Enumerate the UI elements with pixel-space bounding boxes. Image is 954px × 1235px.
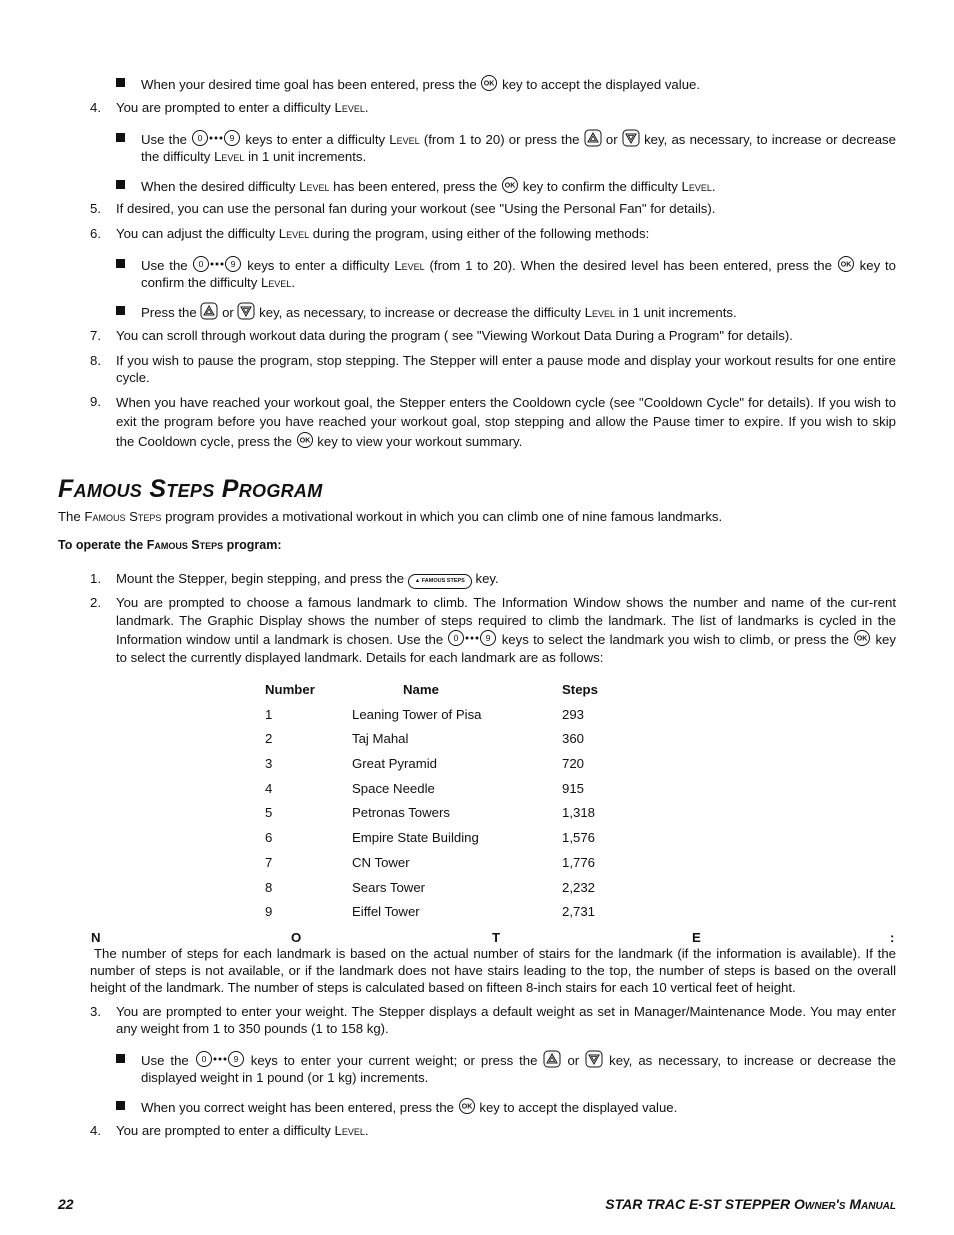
famous-step-4-text (116, 1122, 896, 1139)
text: When the desired difficulty (141, 179, 296, 194)
level-term: Level (681, 179, 712, 194)
landmark-steps: 915 (562, 780, 585, 796)
step-number: 6. (90, 226, 101, 241)
text: When your desired time goal has been entered, press the (141, 77, 477, 92)
step-5-text: If desired, you can use the personal fan during your workout (see "Using the Personal Fan" for details). (116, 201, 716, 216)
text: . (291, 275, 295, 290)
text: key to confirm the difficulty (141, 258, 896, 290)
landmark-steps: 1,776 (562, 854, 596, 870)
numeric-keys-icon (447, 629, 497, 647)
down-arrow-key-icon (622, 129, 640, 147)
famous-step-2-text (116, 594, 896, 666)
text: Press the (141, 305, 197, 320)
text: (from 1 to 20). When the desired level has been entered, press the (429, 258, 832, 273)
famous-steps-key (408, 574, 472, 589)
landmark-number: 9 (265, 904, 273, 920)
up-arrow-key-icon (543, 1050, 561, 1068)
level-term: Level (394, 258, 425, 273)
text: during the program, using either of the following methods: (312, 226, 650, 241)
text: keys to enter a difficulty (245, 132, 386, 147)
key-label: FAMOUS STEPS (421, 578, 465, 584)
landmark-number: 6 (265, 830, 273, 846)
bullet-confirm-level (141, 176, 896, 195)
landmark-steps: 2,731 (562, 904, 596, 920)
column-header: Steps (562, 682, 598, 697)
text: program: (226, 538, 282, 552)
table-header-row (265, 681, 665, 706)
step-number: 7. (90, 328, 101, 343)
ok-key-icon (296, 431, 314, 449)
landmark-name: Petronas Towers (352, 805, 450, 821)
text: . (364, 100, 369, 115)
text: program provides a motivational workout in which you can climb one of nine famous landmarks. (165, 509, 723, 524)
landmark-steps: 2,232 (562, 879, 596, 895)
note-text: The number of steps for each landmark is based on the actual number of stairs for the landmark (if the information is available). If the number of steps is not available, or if the landmark does not have stairs leading to the top, the number of steps is based on the overall height of the landmark. The number of steps is calculated based on fifteen 8-inch stairs for each 10 vertical feet of height. (90, 946, 896, 995)
numeric-keys-icon (195, 1050, 245, 1068)
note-letter: N (91, 930, 101, 945)
column-header: Name (403, 682, 439, 697)
landmark-name: Eiffel Tower (352, 904, 420, 920)
text: You are prompted to choose a famous landmark to climb. The Information Window shows the number and name of the cur-rent landmark. The Graphic Display shows the number of steps required to climb the landmark. The list of landmarks is cycled in the Information window until a landmark is chosen. Use the (116, 595, 896, 647)
text: key to accept the displayed value. (479, 1100, 678, 1115)
program-name: Famous Steps (146, 538, 224, 552)
note-letter: E (692, 930, 701, 945)
text: Use the (141, 1053, 189, 1068)
landmark-steps: 360 (562, 731, 585, 747)
landmark-number: 5 (265, 805, 273, 821)
landmark-name: Space Needle (352, 780, 435, 796)
level-term: Level (334, 100, 365, 115)
text: . (711, 179, 716, 194)
ok-key-icon (853, 629, 871, 647)
table-row (265, 706, 665, 731)
step-9-text (116, 393, 896, 451)
step-8-text: If you wish to pause the program, stop stepping. The Stepper will enter a pause mode and display your workout results for one entire cycle. (116, 353, 896, 385)
text: Use the (141, 132, 187, 147)
landmark-number: 1 (265, 706, 273, 722)
table-row (265, 879, 665, 904)
text: or (222, 305, 234, 320)
step-number: 2. (90, 595, 101, 610)
text: You are prompted to enter a difficulty (116, 100, 331, 115)
bullet-marker (116, 78, 125, 87)
up-arrow-key-icon (200, 302, 218, 320)
text: key to confirm the difficulty (522, 179, 678, 194)
level-term: Level (299, 179, 330, 194)
text: keys to select the landmark you wish to climb, or press the (501, 632, 849, 647)
landmark-number: 2 (265, 731, 273, 747)
text: in 1 unit increments. (618, 305, 737, 320)
bullet-marker (116, 180, 125, 189)
page-number: 22 (58, 1196, 74, 1212)
step-number: 4. (90, 100, 101, 115)
text: has been entered, press the (333, 179, 498, 194)
numeric-keys-icon (191, 129, 241, 147)
text: The (58, 509, 81, 524)
text: key, as necessary, to increase or decrease the difficulty (259, 305, 581, 320)
level-term: Level (278, 226, 310, 241)
bullet-marker (116, 1101, 125, 1110)
text: Mount the Stepper, begin stepping, and press the (116, 571, 405, 586)
up-arrow-key-icon (584, 129, 602, 147)
down-arrow-key-icon (585, 1050, 603, 1068)
level-term: Level (214, 149, 245, 164)
text: You are prompted to enter a difficulty (116, 1123, 331, 1138)
landmark-name: Great Pyramid (352, 756, 438, 772)
step-4-text (116, 99, 896, 116)
bullet-adjust-level (141, 255, 896, 291)
text: To operate the (58, 538, 144, 552)
landmark-number: 7 (265, 854, 273, 870)
figure-icon: ▲ (414, 578, 421, 584)
step-number: 1. (90, 571, 101, 586)
table-row (265, 804, 665, 829)
text: When you have reached your workout goal, the Stepper enters the Cooldown cycle (see "Cooldown Cycle" for details). If you wish to exit the program before you have reached your workout goal, stop stepping and allow the Pause timer to expire. If you wish to skip the Cooldown cycle, press the (116, 395, 896, 449)
ok-key-icon (837, 255, 855, 273)
famous-step-3-text: You are prompted to enter your weight. The Stepper displays a default weight as set in Manager/Maintenance Mode. You may enter any weight from 1 to 350 pounds (1 to 158 kg). (116, 1004, 896, 1036)
bullet-marker (116, 306, 125, 315)
famous-step-1-text (116, 570, 896, 589)
note-letter: T (492, 930, 501, 945)
table-row (265, 730, 665, 755)
table-row (265, 755, 665, 780)
text: key, as necessary, to increase or decrease the displayed weight in 1 pound (or 1 kg) increments. (141, 1053, 897, 1085)
text: or (567, 1053, 580, 1068)
numeric-keys-icon (192, 255, 242, 273)
landmark-name: Empire State Building (352, 830, 479, 846)
bullet-marker (116, 259, 125, 268)
ok-key-icon (480, 74, 498, 92)
text: key to select the currently displayed landmark. Details for each landmark are as follows: (116, 632, 896, 665)
landmark-steps: 293 (562, 706, 585, 722)
level-term: Level (584, 305, 615, 320)
text: key to accept the displayed value. (502, 77, 701, 92)
landmark-name: CN Tower (352, 854, 410, 870)
section-title: Famous Steps Program (58, 475, 323, 503)
text: or (605, 132, 618, 147)
text: keys to enter a difficulty (247, 258, 390, 273)
manual-title: STAR TRAC E-ST STEPPER Owner's Manual (605, 1196, 896, 1212)
intro-paragraph (58, 508, 898, 525)
step-number: 4. (90, 1123, 101, 1138)
landmark-number: 8 (265, 879, 273, 895)
landmark-name: Sears Tower (352, 879, 426, 895)
down-arrow-key-icon (237, 302, 255, 320)
landmark-steps: 1,318 (562, 805, 596, 821)
table-row (265, 780, 665, 805)
bullet-accept-weight (141, 1097, 896, 1116)
step-7-text: You can scroll through workout data during the program ( see "Viewing Workout Data During a Program" for details). (116, 328, 793, 343)
program-name: Famous Steps (84, 509, 162, 524)
bullet-enter-weight (141, 1050, 896, 1086)
note-letter: : (890, 930, 895, 945)
level-term: Level (389, 132, 420, 147)
text: . (364, 1123, 369, 1138)
table-row (265, 854, 665, 879)
bullet-time-goal (141, 74, 896, 93)
text: key, as necessary, to increase or decrease the difficulty (141, 132, 896, 164)
text: Use the (141, 258, 188, 273)
bullet-arrow-level (141, 302, 896, 321)
landmark-table (265, 681, 665, 928)
bullet-enter-level (141, 129, 896, 165)
step-6-text (116, 225, 896, 242)
note-letter: O (291, 930, 302, 945)
step-number: 3. (90, 1004, 101, 1019)
landmark-steps: 720 (562, 756, 585, 772)
landmark-number: 4 (265, 780, 273, 796)
level-term: Level (334, 1123, 365, 1138)
ok-key-icon (501, 176, 519, 194)
text: keys to enter your current weight; or press the (250, 1053, 538, 1068)
step-number: 8. (90, 353, 101, 368)
landmark-steps: 1,576 (562, 830, 596, 846)
text: key to view your workout summary. (317, 434, 523, 449)
level-term: Level (260, 275, 292, 290)
landmark-name: Leaning Tower of Pisa (352, 706, 482, 722)
text: key. (475, 571, 499, 586)
operate-heading (58, 537, 282, 554)
table-row (265, 903, 665, 928)
column-header: Number (265, 682, 315, 697)
bullet-marker (116, 1054, 125, 1063)
text: When you correct weight has been entered, press the (141, 1100, 455, 1115)
step-number: 5. (90, 201, 101, 216)
bullet-marker (116, 133, 125, 142)
text: (from 1 to 20) or press the (423, 132, 580, 147)
ok-key-icon (458, 1097, 476, 1115)
text: You can adjust the difficulty (116, 226, 276, 241)
table-row (265, 829, 665, 854)
landmark-name: Taj Mahal (352, 731, 409, 747)
text: in 1 unit increments. (248, 149, 367, 164)
step-number: 9. (90, 394, 101, 409)
landmark-number: 3 (265, 756, 273, 772)
